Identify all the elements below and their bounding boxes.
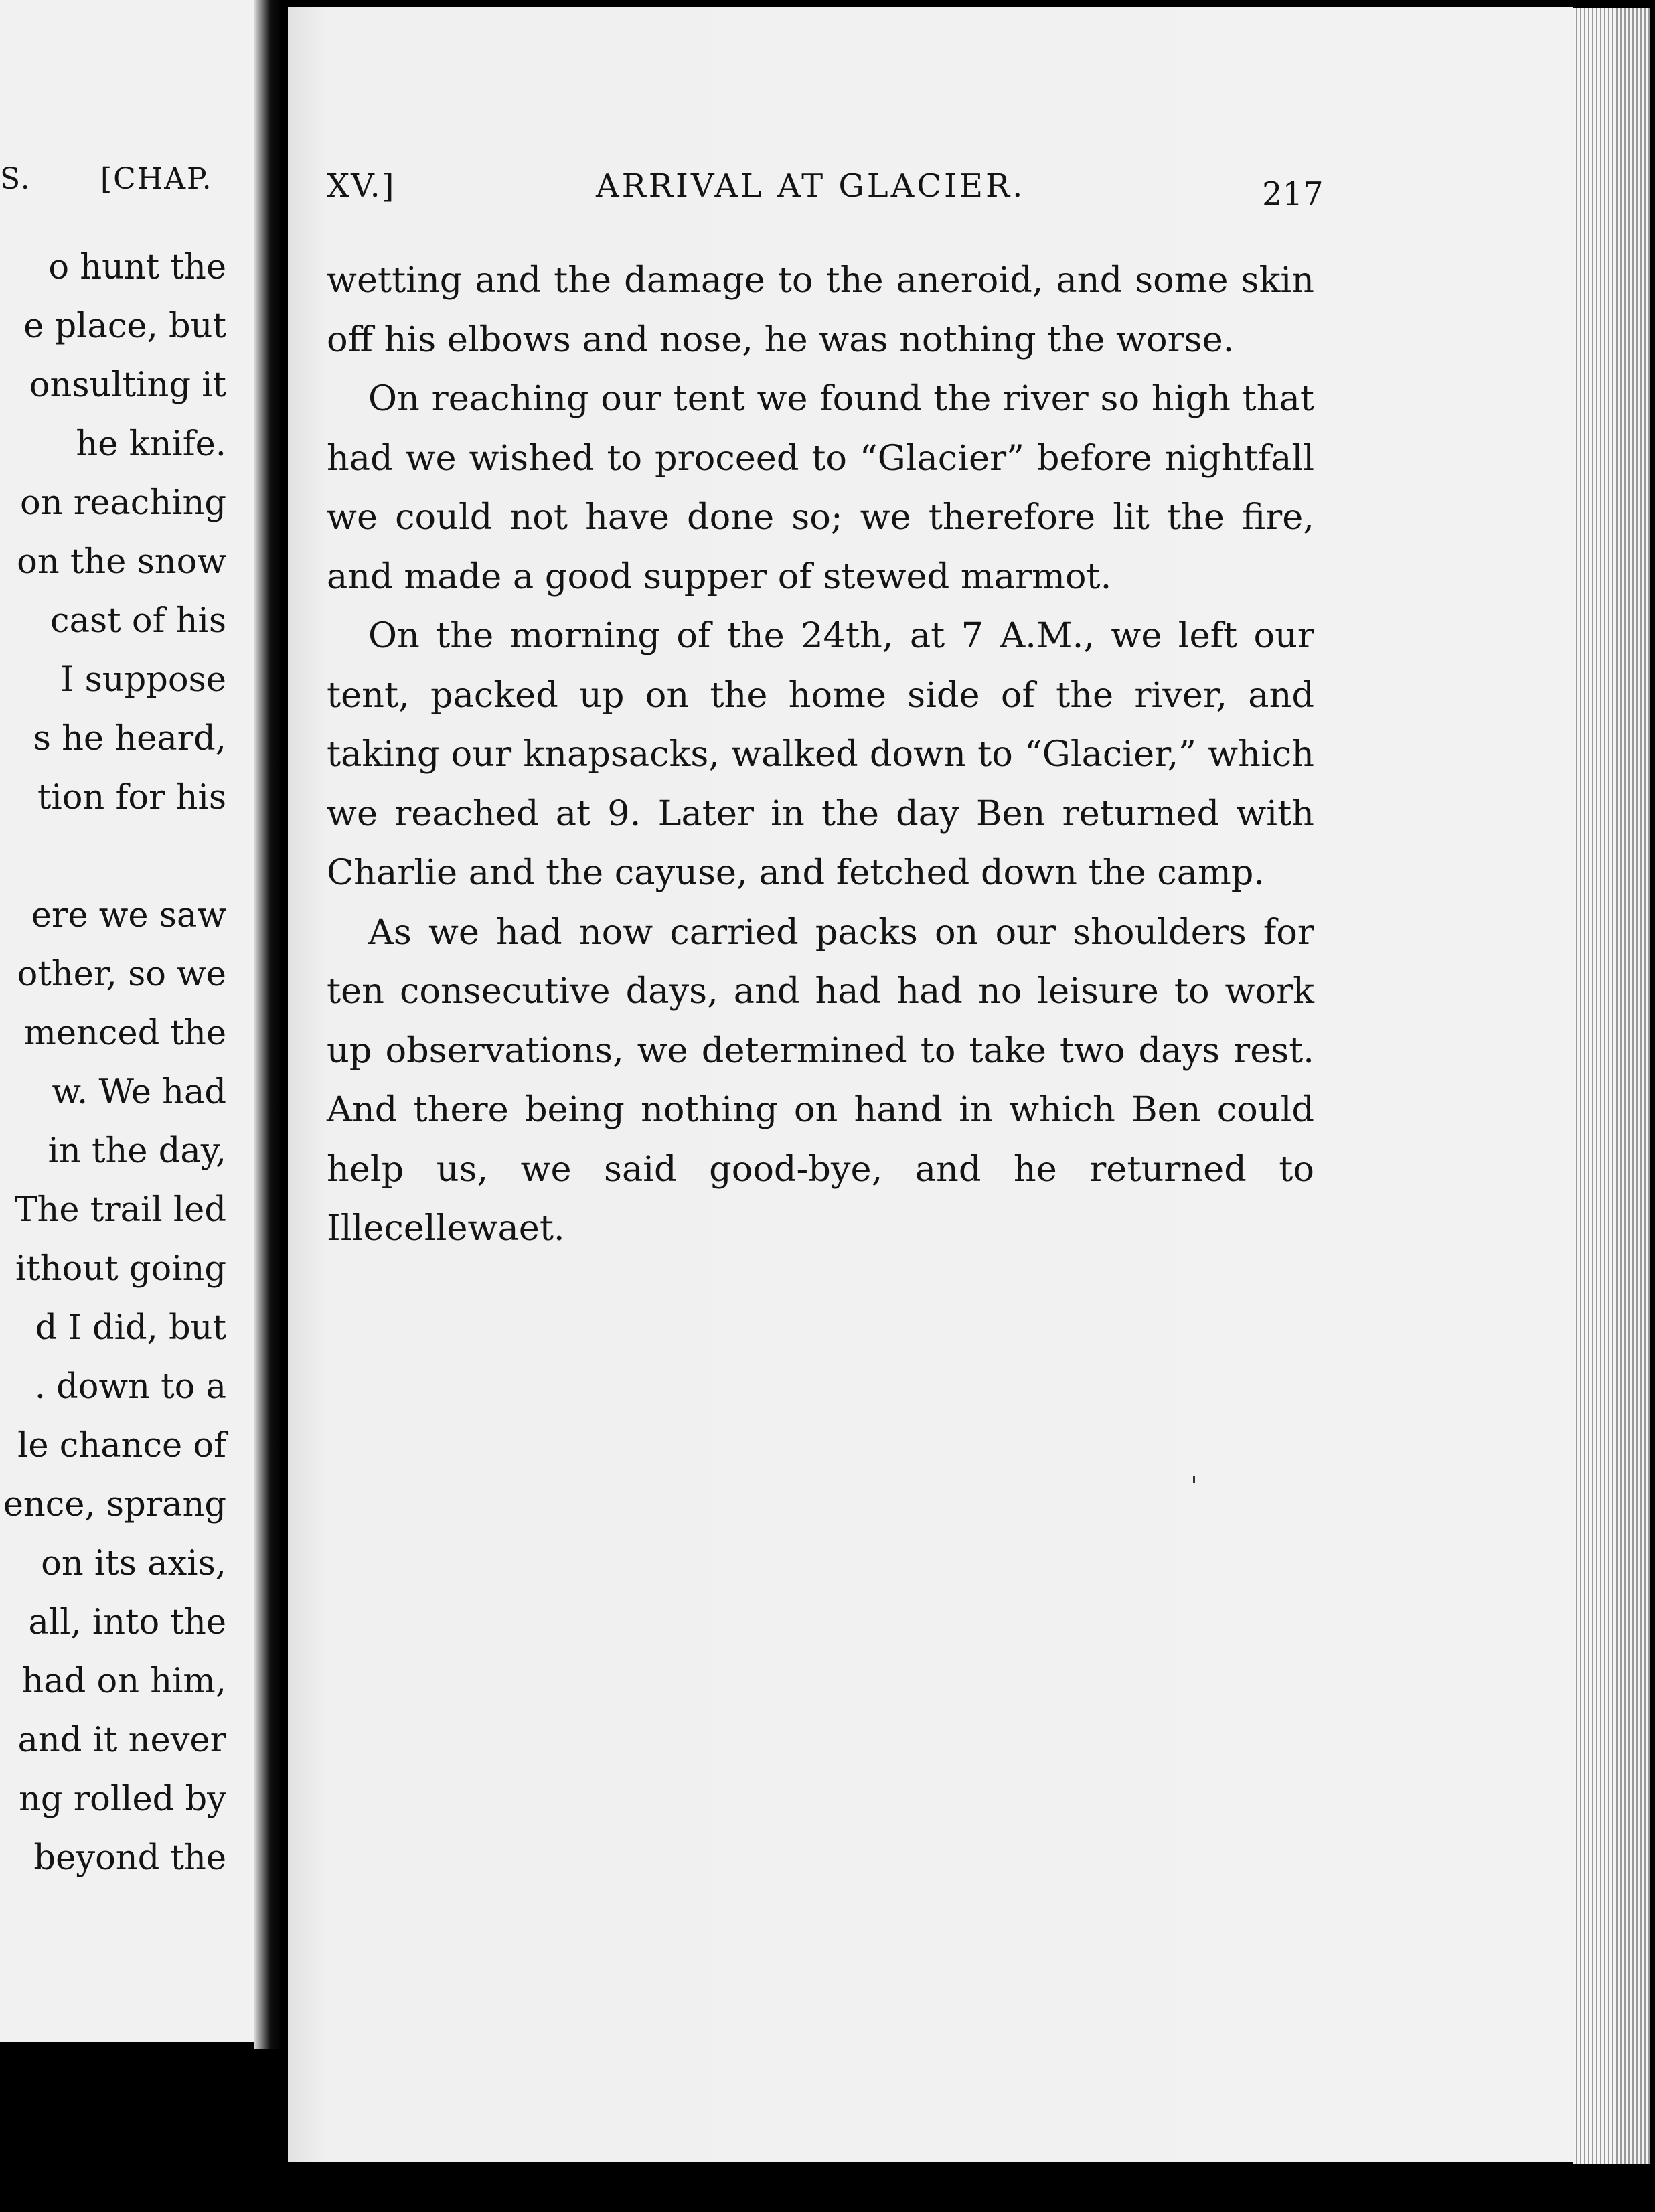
left-line: on the snow bbox=[17, 542, 226, 582]
page-number: 217 bbox=[1262, 175, 1324, 213]
paragraph: As we had now carried packs on our shoulders for ten consecutive days, and had had no leisure to work up observations, we determined to take two days rest. And there being nothing on hand in which Ben could help us, we said good-bye, and he returned to Illecellewaet. bbox=[327, 911, 1314, 1249]
paragraph: On reaching our tent we found the river so high that had we wished to proceed to “Glacier” before nightfall we could not have done so; we therefore lit the fire, and made a good supper of stewed marmot. bbox=[327, 378, 1314, 597]
left-line: onsulting it bbox=[29, 366, 226, 405]
paper-speck bbox=[1193, 1476, 1195, 1483]
left-line: on reaching bbox=[20, 483, 226, 523]
book-gutter bbox=[254, 0, 281, 2049]
paragraph-continued: wetting and the damage to the aneroid, and some skin off his elbows and nose, he was nothing the worse. bbox=[327, 260, 1314, 360]
left-line: and it never bbox=[17, 1721, 226, 1760]
left-line: other, so we bbox=[17, 955, 226, 994]
left-line: all, into the bbox=[28, 1603, 226, 1642]
left-line: ithout going bbox=[15, 1249, 226, 1289]
left-line: I suppose bbox=[60, 660, 226, 700]
running-head-title: ARRIVAL AT GLACIER. bbox=[596, 167, 1026, 205]
left-line: tion for his bbox=[37, 778, 226, 817]
left-running-head-fragment: S. bbox=[0, 162, 31, 196]
left-line: he knife. bbox=[76, 424, 226, 464]
left-line: in the day, bbox=[48, 1131, 226, 1171]
running-head-chapter: XV.] bbox=[327, 167, 396, 205]
left-line: ence, sprang bbox=[3, 1485, 226, 1524]
page-body bbox=[327, 251, 1314, 1259]
left-line: s he heard, bbox=[33, 719, 226, 759]
left-line: cast of his bbox=[50, 601, 226, 641]
left-line: beyond the bbox=[33, 1838, 226, 1878]
scan-border bbox=[0, 2164, 1655, 2212]
left-line: o hunt the bbox=[48, 248, 226, 287]
left-line: had on him, bbox=[21, 1662, 226, 1701]
left-line: w. We had bbox=[52, 1073, 226, 1112]
left-line: . down to a bbox=[34, 1367, 226, 1407]
left-line: ng rolled by bbox=[19, 1780, 226, 1819]
left-page bbox=[0, 0, 268, 2042]
paragraph: On the morning of the 24th, at 7 A.M., we left our tent, packed up on the home side of the river, and taking our knapsacks, walked down to “Glacier,” which we reached at 9. Later in the day Ben returned with Charlie and the cayuse, and fetched down the camp. bbox=[327, 615, 1314, 893]
left-line: e place, but bbox=[23, 307, 226, 346]
left-line: The trail led bbox=[14, 1190, 226, 1230]
left-line: ere we saw bbox=[31, 896, 226, 935]
left-line: on its axis, bbox=[41, 1544, 226, 1583]
left-running-head-chapter: [CHAP. bbox=[100, 162, 213, 196]
page-edges bbox=[1573, 8, 1650, 2167]
left-line: menced the bbox=[23, 1014, 226, 1053]
left-line: le chance of bbox=[17, 1426, 226, 1466]
left-line: d I did, but bbox=[35, 1308, 226, 1348]
